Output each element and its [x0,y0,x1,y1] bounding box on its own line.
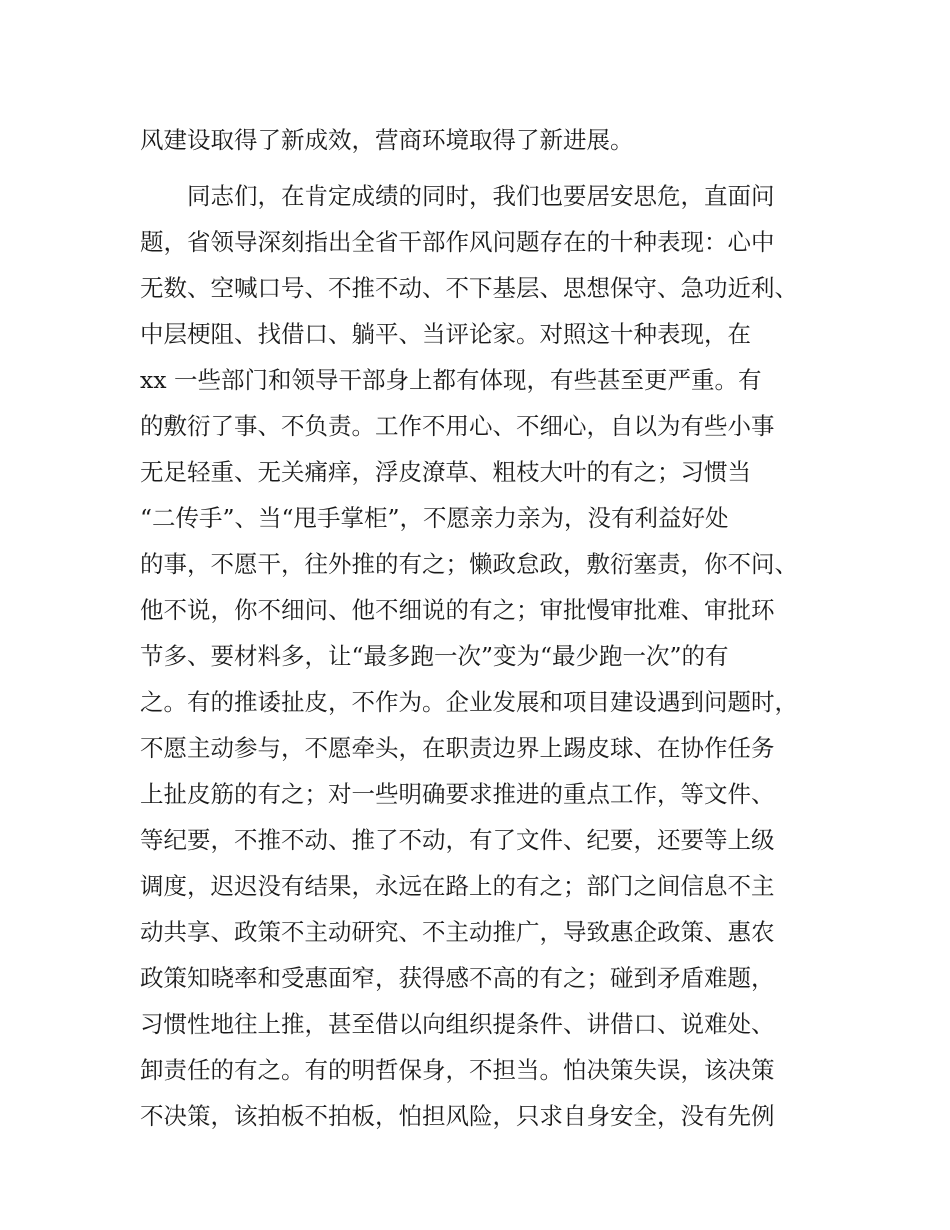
text-line: 的事，不愿干，往外推的有之；懒政怠政，敷衍塞责，你不问、 [140,550,798,578]
text-line: 不决策，该拍板不拍板，怕担风险，只求自身安全，没有先例 [140,1102,775,1130]
paragraph-gap [140,163,820,173]
text-line: 他不说，你不细问、他不细说的有之；审批慢审批难、审批环 [140,596,775,624]
text-line: 之。有的推诿扯皮，不作为。企业发展和项目建设遇到问题时， [140,688,798,716]
text-line: 无数、空喊口号、不推不动、不下基层、思想保守、急功近利、 [140,274,798,302]
paragraph-2 [140,173,820,1139]
text-line: 无足轻重、无关痛痒，浮皮潦草、粗枝大叶的有之；习惯当 [140,458,751,486]
paragraph-1 [140,117,820,163]
text-line: 题，省领导深刻指出全省干部作风问题存在的十种表现：心中 [140,228,775,256]
text-line: 节多、要材料多，让“最多跑一次”变为“最少跑一次”的有 [140,642,729,670]
text-line: 中层梗阻、找借口、躺平、当评论家。对照这十种表现，在 [140,320,751,348]
text-line: 调度，迟迟没有结果，永远在路上的有之；部门之间信息不主 [140,872,775,900]
text-line: 同志们，在肯定成绩的同时，我们也要居安思危，直面问 [140,182,775,210]
text-line: “二传手”、当“甩手掌柜”，不愿亲力亲为，没有利益好处 [140,504,729,532]
document-body [140,117,820,1139]
text-line: 政策知晓率和受惠面窄，获得感不高的有之；碰到矛盾难题， [140,964,775,992]
text-line: 不愿主动参与，不愿牵头，在职责边界上踢皮球、在协作任务 [140,734,775,762]
text-line: 卸责任的有之。有的明哲保身，不担当。怕决策失误，该决策 [140,1056,775,1084]
text-line: 习惯性地往上推，甚至借以向组织提条件、讲借口、说难处、 [140,1010,775,1038]
text-line: 的敷衍了事、不负责。工作不用心、不细心，自以为有些小事 [140,412,775,440]
text-line: 风建设取得了新成效，营商环境取得了新进展。 [140,126,634,154]
text-line: 等纪要，不推不动、推了不动，有了文件、纪要，还要等上级 [140,826,775,854]
text-line: 上扯皮筋的有之；对一些明确要求推进的重点工作，等文件、 [140,780,775,808]
text-line: xx 一些部门和领导干部身上都有体现，有些甚至更严重。有 [140,366,762,394]
text-line: 动共享、政策不主动研究、不主动推广，导致惠企政策、惠农 [140,918,775,946]
